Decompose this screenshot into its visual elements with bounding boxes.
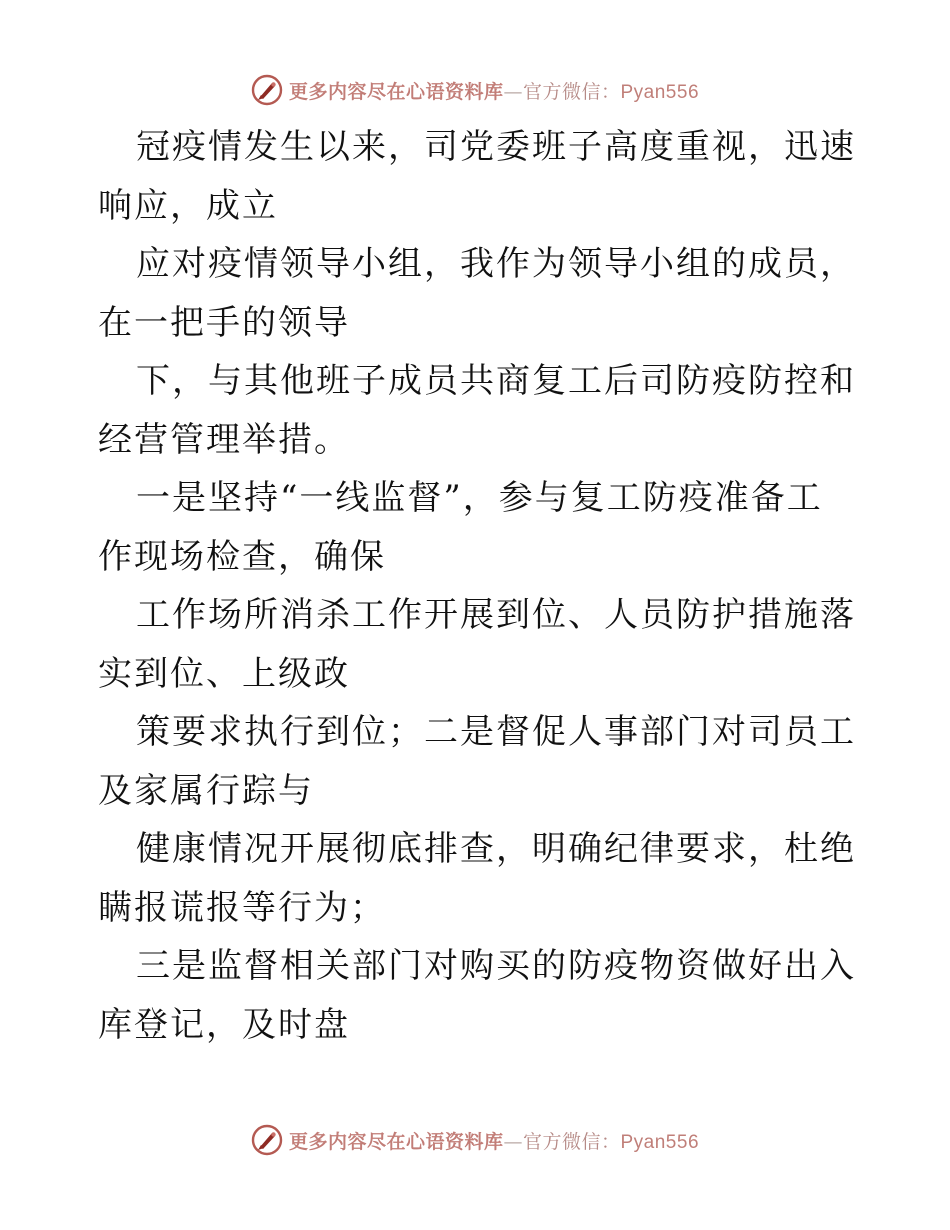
footer-watermark-text <box>289 1127 699 1154</box>
footer-watermark-separator: — <box>503 1130 523 1153</box>
paragraph-6: 策要求执行到位；二是督促人事部门对司员工及家属行踪与 <box>98 712 856 811</box>
header-watermark-separator: — <box>503 80 523 103</box>
brand-logo-icon <box>251 1124 283 1156</box>
footer-watermark-wechat-id: Pyan556 <box>620 1131 700 1153</box>
paragraph-7: 健康情况开展彻底排查，明确纪律要求，杜绝瞒报谎报等行为； <box>98 829 856 928</box>
brand-logo-icon <box>251 74 283 106</box>
paragraph-3: 下，与其他班子成员共商复工后司防疫防控和经营管理举措。 <box>98 361 856 460</box>
header-watermark-wechat-id: Pyan556 <box>620 81 700 103</box>
paragraph-2: 应对疫情领导小组，我作为领导小组的成员，在一把手的领导 <box>98 244 856 343</box>
footer-watermark-wechat-label: 官方微信： <box>522 1130 621 1153</box>
header-watermark-wechat-label: 官方微信： <box>522 80 621 103</box>
footer-watermark-main: 更多内容尽在心语资料库 <box>288 1130 504 1153</box>
paragraph-4: 一是坚持“一线监督”，参与复工防疫准备工作现场检查，确保 <box>98 478 823 577</box>
paragraph-1: 冠疫情发生以来，司党委班子高度重视，迅速响应，成立 <box>98 127 856 226</box>
document-body <box>98 118 858 1054</box>
paragraph-5: 工作场所消杀工作开展到位、人员防护措施落实到位、上级政 <box>98 595 856 694</box>
paragraph-8: 三是监督相关部门对购买的防疫物资做好出入库登记，及时盘 <box>98 946 856 1045</box>
header-watermark-banner <box>0 70 950 110</box>
header-watermark-text <box>289 77 699 104</box>
header-watermark-main: 更多内容尽在心语资料库 <box>288 80 504 103</box>
footer-watermark-banner <box>0 1120 950 1160</box>
